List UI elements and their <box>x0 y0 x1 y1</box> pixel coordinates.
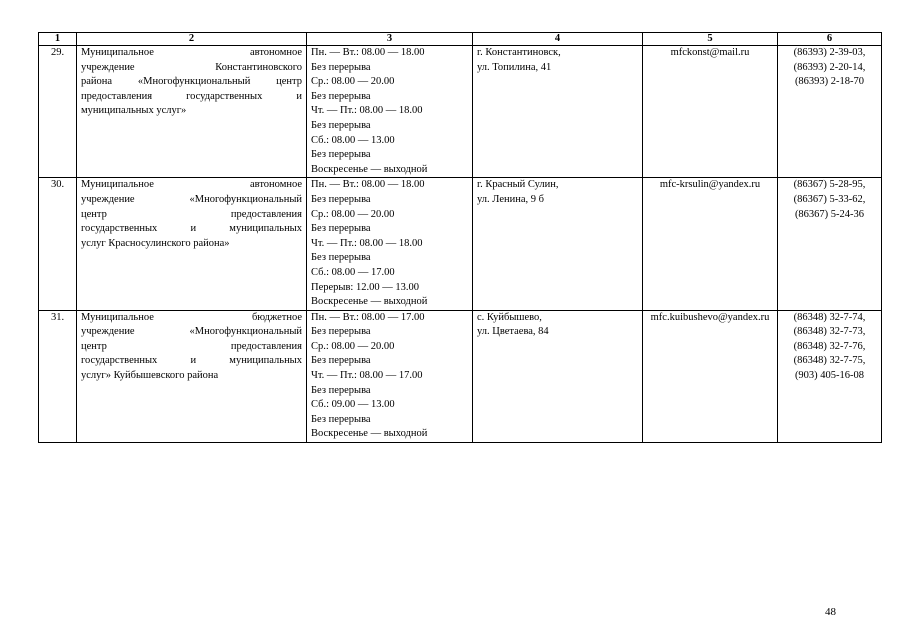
organization-name-cell <box>77 178 307 310</box>
schedule-line: Ср.: 08.00 — 20.00 <box>311 76 395 88</box>
phone-line: (86348) 32-7-74, <box>793 311 866 323</box>
row-number-cell: 31. <box>39 310 77 442</box>
organization-name-line: учреждение «Многофункциональный <box>81 326 302 338</box>
phone-line: (86367) 5-24-36 <box>794 208 865 220</box>
phone-line: (86367) 5-33-62, <box>793 193 866 205</box>
organization-name-line: центр предоставления <box>81 208 302 220</box>
organization-name-cell <box>77 46 307 178</box>
schedule-line: Без перерыва <box>311 149 371 161</box>
schedule-line: Ср.: 08.00 — 20.00 <box>311 208 395 220</box>
schedule-cell <box>307 46 473 178</box>
schedule-line: Без перерыва <box>311 326 371 338</box>
schedule-line: Перерыв: 12.00 — 13.00 <box>311 281 419 293</box>
schedule-line: Чт. — Пт.: 08.00 — 18.00 <box>311 237 423 249</box>
address-line: г. Красный Сулин, <box>477 179 559 191</box>
schedule-cell <box>307 178 473 310</box>
schedule-line: Ср.: 08.00 — 20.00 <box>311 340 395 352</box>
schedule-line: Сб.: 08.00 — 13.00 <box>311 134 395 146</box>
email-cell: mfc-krsulin@yandex.ru <box>643 178 778 310</box>
address-line: ул. Цветаева, 84 <box>477 326 549 338</box>
organization-name-line: услуг» Куйбышевского района <box>81 370 219 382</box>
phone-line: (86348) 32-7-73, <box>793 326 866 338</box>
schedule-line: Без перерыва <box>311 193 371 205</box>
organization-name-line: государственных и муниципальных <box>81 223 302 235</box>
organization-name-line: района «Многофункциональный центр <box>81 76 302 88</box>
organization-name-line: центр предоставления <box>81 340 302 352</box>
organization-name-line: государственных и муниципальных <box>81 355 302 367</box>
table-header <box>39 33 882 46</box>
row-number-cell: 29. <box>39 46 77 178</box>
phone-line: (903) 405-16-08 <box>794 370 865 382</box>
phone-cell <box>778 310 882 442</box>
organization-name-line: предоставления государственных и <box>81 90 302 102</box>
schedule-line: Без перерыва <box>311 413 371 425</box>
address-cell <box>473 178 643 310</box>
phone-cell <box>778 178 882 310</box>
row-number-cell: 30. <box>39 178 77 310</box>
schedule-line: Пн. — Вт.: 08.00 — 17.00 <box>311 311 425 323</box>
page-number: 48 <box>825 606 836 618</box>
schedule-line: Сб.: 08.00 — 17.00 <box>311 266 395 278</box>
phone-line: (86393) 2-39-03, <box>793 47 866 58</box>
schedule-line: Пн. — Вт.: 08.00 — 18.00 <box>311 179 425 191</box>
schedule-line: Чт. — Пт.: 08.00 — 18.00 <box>311 105 423 117</box>
email-cell: mfckonst@mail.ru <box>643 46 778 178</box>
schedule-cell <box>307 310 473 442</box>
organization-name-line: Муниципальное бюджетное <box>81 311 302 323</box>
address-cell <box>473 310 643 442</box>
schedule-line: Без перерыва <box>311 355 371 367</box>
phone-line: (86393) 2-18-70 <box>794 76 865 88</box>
organization-name-line: муниципальных услуг» <box>81 105 187 117</box>
schedule-line: Чт. — Пт.: 08.00 — 17.00 <box>311 370 423 382</box>
schedule-line: Без перерыва <box>311 90 371 102</box>
mfc-registry-table <box>38 32 882 443</box>
column-header-1: 1 <box>39 33 77 46</box>
phone-line: (86348) 32-7-75, <box>793 355 866 367</box>
schedule-line: Без перерыва <box>311 384 371 396</box>
schedule-line: Без перерыва <box>311 252 371 264</box>
organization-name-line: Муниципальное автономное <box>81 47 302 58</box>
address-line: ул. Топилина, 41 <box>477 61 552 73</box>
organization-name-line: Муниципальное автономное <box>81 179 302 191</box>
address-cell <box>473 46 643 178</box>
header-row <box>39 33 882 46</box>
organization-name-line: учреждение Константиновского <box>81 61 302 73</box>
column-header-3: 3 <box>307 33 473 46</box>
address-line: с. Куйбышево, <box>477 311 542 323</box>
schedule-line: Без перерыва <box>311 119 371 131</box>
schedule-line: Воскресенье — выходной <box>311 163 428 175</box>
organization-name-line: учреждение «Многофункциональный <box>81 193 302 205</box>
column-header-5: 5 <box>643 33 778 46</box>
phone-cell <box>778 46 882 178</box>
schedule-line: Пн. — Вт.: 08.00 — 18.00 <box>311 47 425 58</box>
column-header-4: 4 <box>473 33 643 46</box>
phone-line: (86367) 5-28-95, <box>793 179 866 191</box>
phone-line: (86393) 2-20-14, <box>793 61 866 73</box>
phone-line: (86348) 32-7-76, <box>793 340 866 352</box>
organization-name-cell <box>77 310 307 442</box>
organization-name-line: услуг Красносулинского района» <box>81 237 230 249</box>
email-cell: mfc.kuibushevo@yandex.ru <box>643 310 778 442</box>
table-row <box>39 46 882 178</box>
column-header-6: 6 <box>778 33 882 46</box>
schedule-line: Воскресенье — выходной <box>311 428 428 440</box>
address-line: ул. Ленина, 9 б <box>477 193 544 205</box>
schedule-line: Воскресенье — выходной <box>311 296 428 308</box>
schedule-line: Без перерыва <box>311 223 371 235</box>
table-body <box>39 46 882 443</box>
address-line: г. Константиновск, <box>477 47 561 58</box>
column-header-2: 2 <box>77 33 307 46</box>
schedule-line: Сб.: 09.00 — 13.00 <box>311 399 395 411</box>
table-row <box>39 310 882 442</box>
schedule-line: Без перерыва <box>311 61 371 73</box>
table-row <box>39 178 882 310</box>
